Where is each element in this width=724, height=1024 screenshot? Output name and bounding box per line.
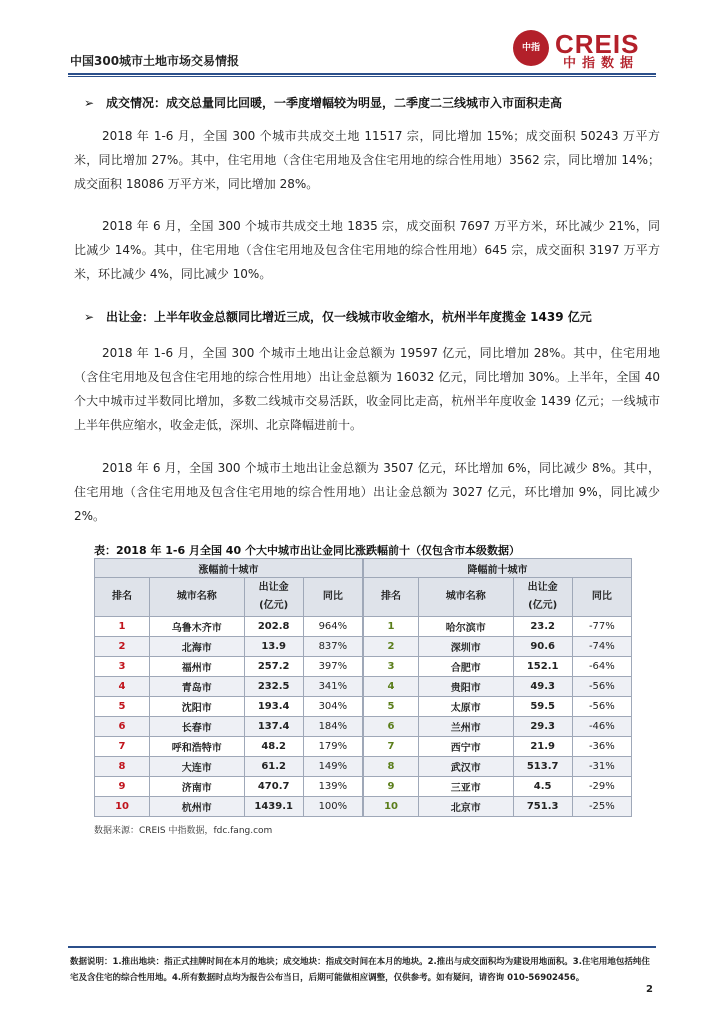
table-column-header	[95, 578, 632, 617]
table-row	[95, 617, 632, 637]
rank-cell: 7	[95, 737, 150, 757]
amount-cell: 49.3	[513, 677, 572, 697]
city-cell: 大连市	[150, 757, 245, 777]
amount-cell: 257.2	[244, 657, 303, 677]
logo-name: CREIS	[555, 29, 640, 59]
rank-cell: 9	[95, 777, 150, 797]
amount-cell: 90.6	[513, 637, 572, 657]
city-cell: 福州市	[150, 657, 245, 677]
change-cell: -29%	[572, 777, 631, 797]
city-cell: 兰州市	[419, 717, 514, 737]
footer-rule	[68, 946, 656, 948]
city-cell: 合肥市	[419, 657, 514, 677]
change-cell: 179%	[303, 737, 362, 757]
section-heading-text: 出让金：上半年收金总额同比增近三成，仅一线城市收金缩水，杭州半年度揽金 1439 亿元	[106, 310, 592, 324]
table-caption: 表：2018 年 1-6 月全国 40 个大中城市出让金同比涨跌幅前十（仅包含市本级数据）	[94, 544, 520, 557]
city-cell: 太原市	[419, 697, 514, 717]
table-row	[95, 657, 632, 677]
rank-cell: 3	[364, 657, 419, 677]
amount-cell: 152.1	[513, 657, 572, 677]
logo-subtitle: 中指数据	[563, 56, 640, 71]
change-cell: 964%	[303, 617, 362, 637]
col-rank: 排名	[95, 578, 150, 617]
city-cell: 深圳市	[419, 637, 514, 657]
paragraph: 2018 年 1-6 月，全国 300 个城市共成交土地 11517 宗，同比增加 15%；成交面积 50243 万平方米，同比增加 27%。其中，住宅用地（含住宅用地及含住宅用地的综合性用地）3562 宗，同比增加 14%；成交面积 18086 万平方米，同比增加 28%。	[74, 129, 660, 191]
creis-logo	[513, 30, 655, 72]
table-row	[95, 697, 632, 717]
change-cell: -64%	[572, 657, 631, 677]
table-row	[95, 797, 632, 817]
paragraph: 2018 年 6 月，全国 300 个城市共成交土地 1835 宗，成交面积 7697 万平方米，环比减少 21%，同比减少 14%。其中，住宅用地（含住宅用地及包含住宅用地的综合性用地）645 宗，成交面积 3197 万平方米，环比减少 4%，同比减少 10%。	[74, 219, 660, 281]
report-title: 中国300城市土地市场交易情报	[70, 54, 240, 68]
rank-cell: 10	[95, 797, 150, 817]
amount-cell: 513.7	[513, 757, 572, 777]
amount-cell: 61.2	[244, 757, 303, 777]
change-cell: 184%	[303, 717, 362, 737]
rank-cell: 6	[95, 717, 150, 737]
change-cell: -46%	[572, 717, 631, 737]
section-heading-text: 成交情况：成交总量同比回暖，一季度增幅较为明显，二季度二三线城市入市面积走高	[106, 96, 563, 110]
rank-cell: 9	[364, 777, 419, 797]
amount-cell: 21.9	[513, 737, 572, 757]
data-notes: 数据说明：1.推出地块：指正式挂牌时间在本月的地块；成交地块：指成交时间在本月的地块。2.推出与成交面积均为建设用地面积。3.住宅用地包括纯住宅及含住宅的综合性用地。4.所有数据时点均为报告公布当日，后期可能做相应调整，仅供参考。如有疑问，请咨询 010-56902456。	[70, 957, 650, 983]
table-row	[95, 737, 632, 757]
logo-mark: 中指	[513, 30, 549, 66]
decrease-group-header: 降幅前十城市	[364, 559, 632, 578]
col-change: 同比	[303, 578, 362, 617]
city-cell: 北京市	[419, 797, 514, 817]
amount-cell: 751.3	[513, 797, 572, 817]
city-cell: 呼和浩特市	[150, 737, 245, 757]
table-row	[95, 637, 632, 657]
paragraph: 2018 年 1-6 月，全国 300 个城市土地出让金总额为 19597 亿元，同比增加 28%。其中，住宅用地（含住宅用地及包含住宅用地的综合性用地）出让金总额为 16032 亿元，同比增加 30%。上半年，全国 40 个大中城市过半数同比增加，多数二线城市交易活跃，收金同比走高，杭州半年度收金 1439 亿元；一线城市上半年供应缩水，收金走低，深圳、北京降幅进前十。	[74, 346, 660, 432]
ranking-table	[94, 558, 632, 817]
arrow-bullet-icon: ➢	[84, 310, 95, 324]
city-cell: 沈阳市	[150, 697, 245, 717]
table-group-header	[95, 559, 632, 578]
amount-cell: 202.8	[244, 617, 303, 637]
page-number: 2	[646, 984, 653, 995]
city-cell: 北海市	[150, 637, 245, 657]
rank-cell: 1	[364, 617, 419, 637]
change-cell: -31%	[572, 757, 631, 777]
rank-cell: 4	[95, 677, 150, 697]
city-cell: 西宁市	[419, 737, 514, 757]
amount-cell: 59.5	[513, 697, 572, 717]
rank-cell: 2	[95, 637, 150, 657]
change-cell: -25%	[572, 797, 631, 817]
amount-cell: 470.7	[244, 777, 303, 797]
table-row	[95, 757, 632, 777]
change-cell: -74%	[572, 637, 631, 657]
change-cell: 100%	[303, 797, 362, 817]
amount-cell: 23.2	[513, 617, 572, 637]
change-cell: -77%	[572, 617, 631, 637]
city-cell: 哈尔滨市	[419, 617, 514, 637]
change-cell: 149%	[303, 757, 362, 777]
rank-cell: 6	[364, 717, 419, 737]
rank-cell: 5	[95, 697, 150, 717]
city-cell: 武汉市	[419, 757, 514, 777]
table-row	[95, 777, 632, 797]
change-cell: -56%	[572, 677, 631, 697]
city-cell: 三亚市	[419, 777, 514, 797]
rank-cell: 5	[364, 697, 419, 717]
arrow-bullet-icon: ➢	[84, 96, 95, 110]
city-cell: 济南市	[150, 777, 245, 797]
city-cell: 青岛市	[150, 677, 245, 697]
amount-cell: 48.2	[244, 737, 303, 757]
change-cell: 397%	[303, 657, 362, 677]
rank-cell: 1	[95, 617, 150, 637]
change-cell: -56%	[572, 697, 631, 717]
rank-cell: 10	[364, 797, 419, 817]
increase-group-header: 涨幅前十城市	[95, 559, 363, 578]
city-cell: 贵阳市	[419, 677, 514, 697]
paragraph: 2018 年 6 月，全国 300 个城市土地出让金总额为 3507 亿元，环比增加 6%，同比减少 8%。其中，住宅用地（含住宅用地及包含住宅用地的综合性用地）出让金总额为 3027 亿元，环比增加 9%，同比减少 2%。	[74, 461, 660, 523]
rank-cell: 8	[95, 757, 150, 777]
rank-cell: 8	[364, 757, 419, 777]
col-amount: 出让金 (亿元)	[513, 578, 572, 617]
city-cell: 乌鲁木齐市	[150, 617, 245, 637]
rank-cell: 3	[95, 657, 150, 677]
col-change: 同比	[572, 578, 631, 617]
change-cell: 837%	[303, 637, 362, 657]
change-cell: 304%	[303, 697, 362, 717]
amount-cell: 1439.1	[244, 797, 303, 817]
change-cell: -36%	[572, 737, 631, 757]
change-cell: 139%	[303, 777, 362, 797]
header-rule-thin	[68, 76, 656, 77]
col-city: 城市名称	[150, 578, 245, 617]
change-cell: 341%	[303, 677, 362, 697]
rank-cell: 4	[364, 677, 419, 697]
section-heading-transactions	[84, 94, 562, 111]
city-cell: 长春市	[150, 717, 245, 737]
amount-cell: 29.3	[513, 717, 572, 737]
rank-cell: 7	[364, 737, 419, 757]
col-city: 城市名称	[419, 578, 514, 617]
city-cell: 杭州市	[150, 797, 245, 817]
header-rule	[68, 73, 656, 75]
col-amount: 出让金 (亿元)	[244, 578, 303, 617]
amount-cell: 193.4	[244, 697, 303, 717]
table-row	[95, 677, 632, 697]
col-rank: 排名	[364, 578, 419, 617]
amount-cell: 232.5	[244, 677, 303, 697]
rank-cell: 2	[364, 637, 419, 657]
section-heading-land-revenue	[84, 308, 592, 325]
amount-cell: 137.4	[244, 717, 303, 737]
amount-cell: 4.5	[513, 777, 572, 797]
amount-cell: 13.9	[244, 637, 303, 657]
table-row	[95, 717, 632, 737]
data-source: 数据来源：CREIS 中指数据，fdc.fang.com	[94, 826, 273, 836]
